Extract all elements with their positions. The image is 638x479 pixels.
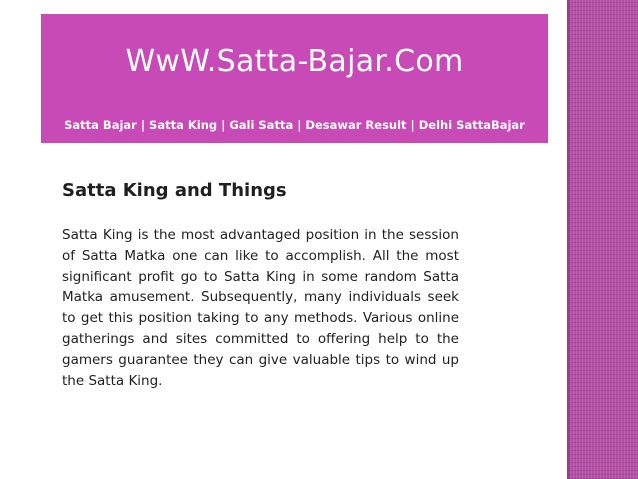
banner-title: WwW.Satta-Bajar.Com (125, 44, 464, 79)
slide-heading: Satta King and Things (62, 180, 287, 201)
side-stripe-edge (567, 0, 570, 479)
decorative-side-stripe (567, 0, 638, 479)
banner-image (41, 14, 548, 143)
slide-paragraph: Satta King is the most advantaged position in the session of Satta Matka one can like to accomplish. All the most significant profit go to Satta King in some random Satta Matka amusement. Subsequently, many individuals seek to get this position taking to any methods. Various online gatherings and sites committed to offering help to the gamers guarantee they can give valuable tips to wind up the Satta King. (62, 227, 459, 389)
banner-tagline: Satta Bajar | Satta King | Gali Satta | Desawar Result | Delhi SattaBajar (64, 118, 525, 132)
